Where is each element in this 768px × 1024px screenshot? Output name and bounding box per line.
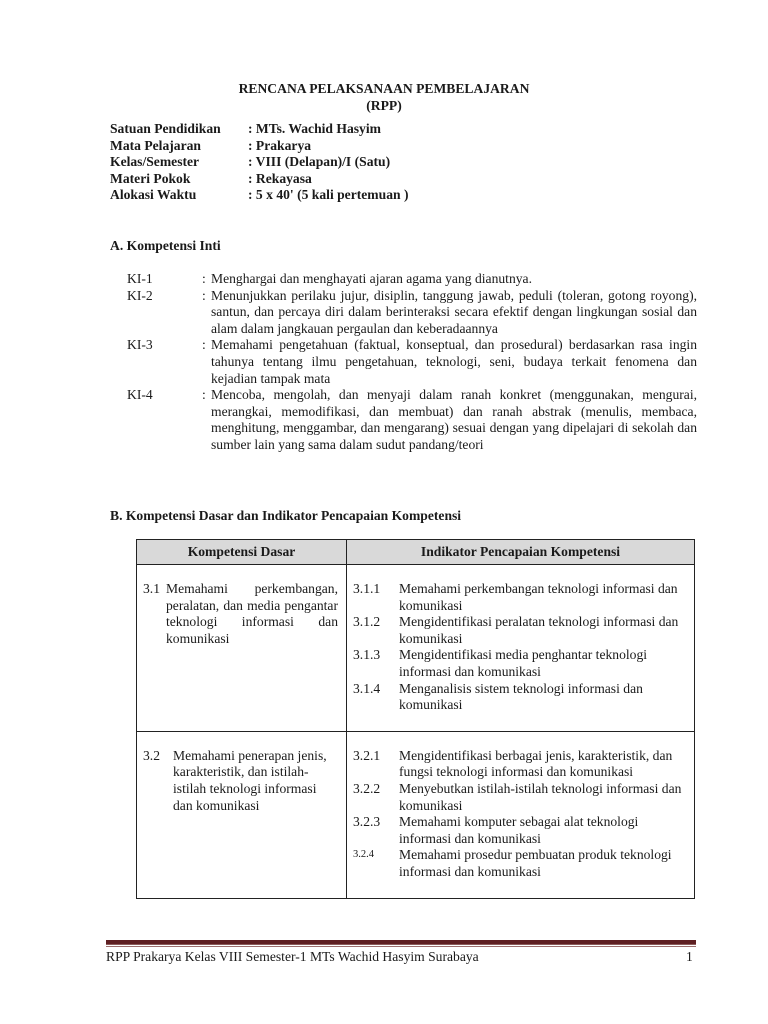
meta-value: : 5 x 40' (5 kali pertemuan ): [248, 187, 409, 203]
indicator-item: [353, 847, 690, 880]
indicator-number: 3.2.1: [353, 747, 381, 763]
indicator-item: [353, 581, 690, 614]
footer-text: RPP Prakarya Kelas VIII Semester-1 MTs Wachid Hasyim Surabaya: [106, 949, 479, 964]
meta-label: Satuan Pendidikan: [110, 121, 221, 136]
meta-row: [110, 138, 408, 155]
indicator-number: 3.1.3: [353, 647, 381, 663]
kompetensi-inti-list: [127, 271, 697, 454]
indicator-number: 3.1.2: [353, 614, 381, 630]
indicator-text: Mengidentifikasi berbagai jenis, karakteristik, dan fungsi teknologi informasi dan komunikasi: [399, 747, 673, 780]
meta-row: [110, 171, 408, 188]
kd-text: Memahami penerapan jenis, karakteristik, dan istilah-istilah teknologi informasi dan komunikasi: [173, 747, 327, 813]
ki-text: Mencoba, mengolah, dan menyaji dalam ranah konkret (menggunakan, mengurai, merangkai, memodifikasi, dan membuat) dan ranah abstrak (menulis, membaca, menghitung, menggambar, dan mengarang) sesuai dengan yang dipelajari di sekolah dan sumber lain yang sama dalam sudut pandang/teori: [211, 387, 697, 452]
ki-item: [127, 271, 697, 288]
page-number: 1: [686, 949, 693, 964]
footer-rule: [106, 940, 696, 945]
ki-item: [127, 387, 697, 453]
indicator-item: [353, 647, 690, 680]
competency-table: [136, 539, 695, 899]
indicator-number: 3.1.4: [353, 680, 381, 696]
identity-block: [110, 121, 408, 204]
section-a-heading: A. Kompetensi Inti: [110, 238, 221, 253]
footer-rule-thin: [106, 946, 696, 947]
indicator-cell: [347, 731, 695, 898]
ki-colon: :: [202, 387, 206, 403]
section-b-heading: B. Kompetensi Dasar dan Indikator Pencapaian Kompetensi: [110, 508, 462, 523]
ki-code: KI-2: [127, 287, 153, 303]
meta-value: : VIII (Delapan)/I (Satu): [248, 154, 391, 170]
meta-value: : MTs. Wachid Hasyim: [248, 121, 381, 136]
ki-text: Menunjukkan perilaku jujur, disiplin, tanggung jawab, peduli (toleran, gotong royong), santun, dan percaya diri dalam berinteraksi secara efektif dengan lingkungan sosial dan alam dalam jangkauan pergaulan dan keberadaannya: [211, 287, 697, 336]
indicator-number: 3.1.1: [353, 581, 381, 596]
kd-number: 3.1: [143, 581, 160, 596]
indicator-text: Memahami prosedur pembuatan produk teknologi informasi dan komunikasi: [399, 847, 672, 879]
meta-label: Alokasi Waktu: [110, 187, 197, 203]
ki-text: Memahami pengetahuan (faktual, konseptual, dan prosedural) berdasarkan rasa ingin tahunya tentang ilmu pengetahuan, teknologi, seni, budaya terkait fenomena dan kejadian tampak mata: [211, 337, 697, 386]
indicator-cell: [347, 565, 695, 732]
indicator-text: Mengidentifikasi media penghantar teknologi informasi dan komunikasi: [399, 647, 648, 679]
indicator-text: Memahami komputer sebagai alat teknologi informasi dan komunikasi: [399, 814, 639, 846]
table-row: [137, 565, 695, 732]
meta-row: [110, 154, 408, 171]
kd-cell: [137, 731, 347, 898]
meta-value: : Rekayasa: [248, 170, 312, 186]
column-header-kompetensi-dasar: Kompetensi Dasar: [137, 540, 347, 565]
indicator-text: Menyebutkan istilah-istilah teknologi informasi dan komunikasi: [399, 780, 682, 813]
ki-item: [127, 288, 697, 338]
indicator-number: 3.2.2: [353, 780, 381, 796]
ki-code: KI-3: [127, 337, 153, 353]
indicator-text: Mengidentifikasi peralatan teknologi informasi dan komunikasi: [399, 614, 679, 646]
kd-cell: [137, 565, 347, 732]
indicator-item: [353, 748, 690, 781]
ki-colon: :: [202, 271, 206, 286]
meta-label: Kelas/Semester: [110, 154, 200, 170]
table-row: [137, 731, 695, 898]
ki-code: KI-4: [127, 387, 153, 403]
ki-item: [127, 337, 697, 387]
indicator-item: [353, 814, 690, 847]
ki-colon: :: [202, 337, 206, 353]
kd-number: 3.2: [143, 747, 160, 763]
indicator-number: 3.2.3: [353, 814, 381, 830]
document-title: RENCANA PELAKSANAAN PEMBELAJARAN: [238, 81, 530, 96]
indicator-number: 3.2.4: [353, 849, 374, 861]
indicator-item: [353, 614, 690, 647]
ki-colon: :: [202, 287, 206, 303]
indicator-text: Memahami perkembangan teknologi informasi dan komunikasi: [399, 581, 678, 613]
document-subtitle: (RPP): [366, 98, 402, 113]
column-header-indikator: Indikator Pencapaian Kompetensi: [347, 540, 695, 565]
indicator-text: Menganalisis sistem teknologi informasi dan komunikasi: [399, 680, 643, 713]
indicator-item: [353, 681, 690, 714]
table-header-row: [137, 540, 695, 565]
kd-text: Memahami perkembangan, peralatan, dan media pengantar teknologi informasi dan komunikasi: [166, 581, 338, 646]
meta-row: [110, 187, 408, 204]
ki-code: KI-1: [127, 271, 153, 286]
meta-row: [110, 121, 408, 138]
meta-value: : Prakarya: [248, 137, 312, 153]
meta-label: Materi Pokok: [110, 170, 191, 186]
indicator-item: [353, 781, 690, 814]
ki-text: Menghargai dan menghayati ajaran agama yang dianutnya.: [211, 271, 532, 286]
meta-label: Mata Pelajaran: [110, 137, 201, 153]
